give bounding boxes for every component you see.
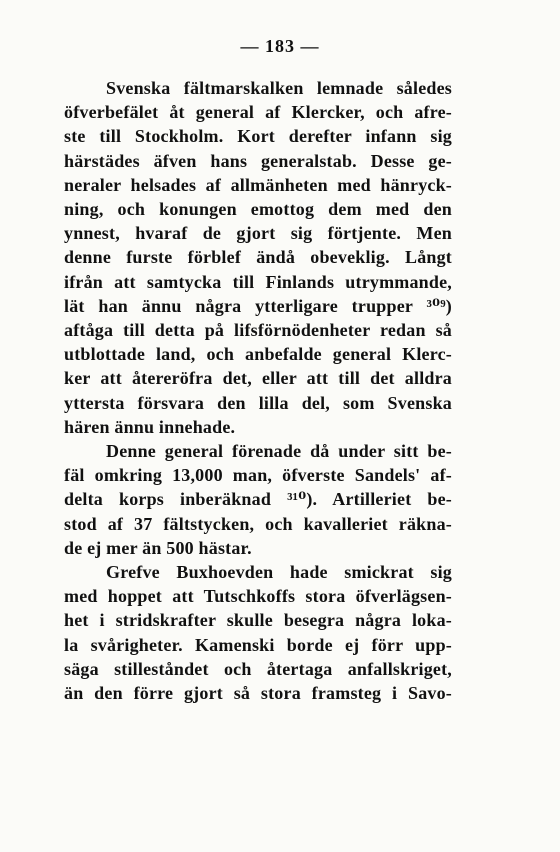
text-line: Svenska fältmarskalken lemnade således	[106, 78, 452, 98]
text-line: stod af 37 fältstycken, och kavalleriet räkna-	[64, 513, 452, 534]
text-line: la svårigheter. Kamenski borde ej förr upp-	[64, 634, 452, 655]
text-line: fäl omkring 13,000 man, öfverste Sandels' af-	[64, 465, 452, 486]
text-line: ning, och konungen emottog dem med den	[64, 199, 452, 220]
text-line: ynnest, hvaraf de gjort sig förtjente. Men	[64, 223, 452, 244]
text-line: Denne general förenade då under sitt be-	[106, 441, 452, 462]
text-line: öfverbefälet åt general af Klercker, och afre-	[64, 102, 452, 123]
text-line: delta korps inberäknad ³¹⁰). Artilleriet be-	[64, 489, 452, 510]
body-text	[64, 76, 452, 705]
text-line: hären ännu innehade.	[64, 416, 236, 437]
page-number-header: — 183 —	[240, 36, 320, 56]
text-line: härstädes äfven hans generalstab. Desse ge-	[64, 150, 452, 171]
text-line: aftåga till detta på lifsförnödenheter redan så	[64, 320, 452, 341]
text-line: de ej mer än 500 hästar.	[64, 537, 252, 558]
text-line: neraler helsades af allmänheten med hänryck-	[64, 174, 452, 195]
text-line: denne furste förblef ändå obeveklig. Långt	[64, 247, 452, 268]
text-line: än den förre gjort så stora framsteg i Savo-	[64, 683, 452, 704]
text-line: ifrån att samtycka till Finlands utrymmande,	[64, 271, 452, 292]
text-line: utblottade land, och anbefalde general Klerc-	[64, 344, 452, 365]
text-line: ste till Stockholm. Kort derefter infann sig	[64, 126, 452, 147]
text-line: het i stridskrafter skulle besegra några loka-	[64, 610, 452, 631]
text-line: säga stilleståndet och återtaga anfallskriget,	[64, 658, 452, 679]
text-line: yttersta försvara den lilla del, som Svenska	[64, 392, 452, 413]
text-line: Grefve Buxhoevden hade smickrat sig	[106, 562, 452, 583]
text-line: med hoppet att Tutschkoffs stora öfverlägsen-	[64, 586, 452, 607]
text-line: lät han ännu några ytterligare trupper ³⁰⁹)	[64, 295, 452, 316]
text-line: ker att återeröfra det, eller att till det alldra	[64, 368, 452, 389]
